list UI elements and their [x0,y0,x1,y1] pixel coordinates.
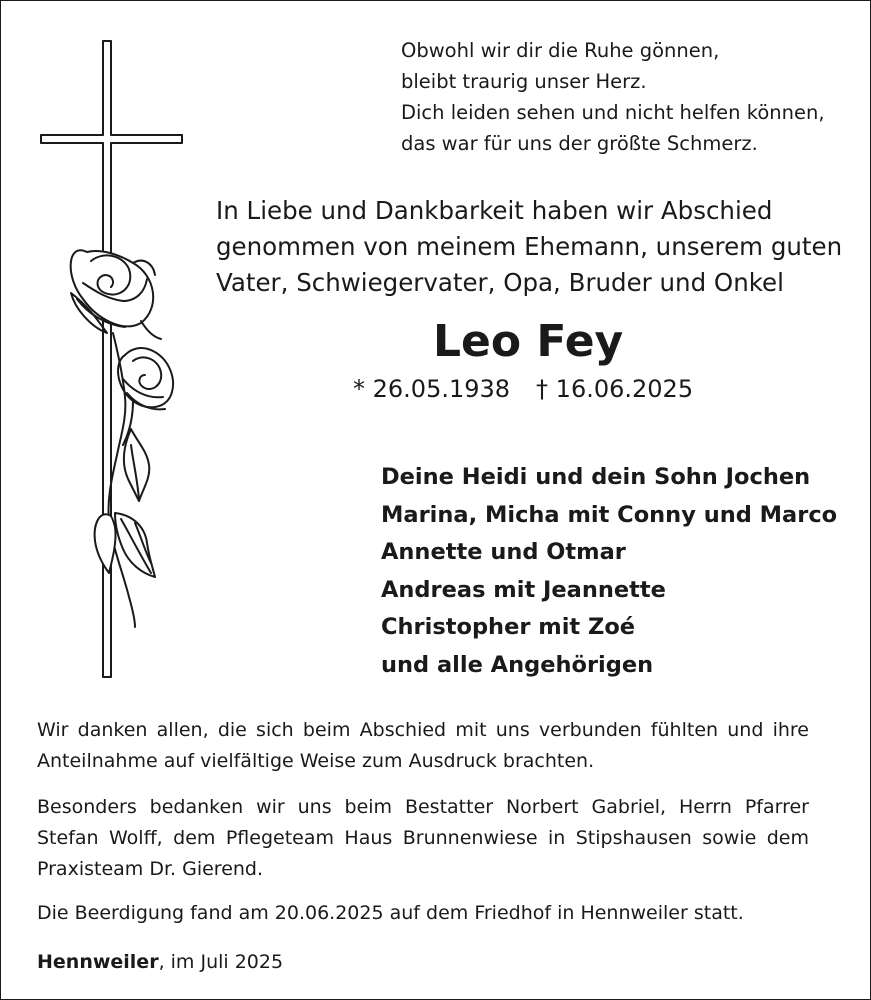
intro-text [216,193,842,301]
mourner-line: Deine Heidi und dein Sohn Jochen [381,464,811,490]
thanks-special: Besonders bedanken wir uns beim Bestatter Norbert Gabriel, Herrn Pfarrer Stefan Wolff, dem Pflegeteam Haus Brunnenwiese in Stipshausen sowie dem Praxisteam Dr. Gierend. [37,796,809,880]
signoff-place: Hennweiler [37,951,159,973]
cross-with-roses-icon [37,37,197,687]
poem-line: das war für uns der größte Schmerz. [401,132,758,155]
poem-line: Obwohl wir dir die Ruhe gönnen, [401,39,720,62]
mourner-line: Christopher mit Zoé [381,614,636,640]
poem-line: bleibt traurig unser Herz. [401,70,647,93]
thanks-general: Wir danken allen, die sich beim Abschied mit uns verbunden fühlten und ihre Anteilnahme auf vielfältige Weise zum Ausdruck brachten. [37,719,809,772]
mourners-list [381,459,837,684]
intro-line: Vater, Schwiegervater, Opa, Bruder und Onkel [216,268,784,297]
intro-line: genommen von meinem Ehemann, unserem guten [216,232,843,261]
deceased-name: Leo Fey [433,316,624,367]
mourner-line: und alle Angehörigen [381,651,654,678]
birth-date: * 26.05.1938 [353,375,511,403]
intro-line: In Liebe und Dankbarkeit haben wir Abschied [216,196,773,225]
mourner-line: Marina, Micha mit Conny und Marco [381,501,838,528]
life-dates [353,371,693,407]
memorial-poem [401,35,825,159]
mourner-line: Annette und Otmar [381,539,626,565]
death-date: † 16.06.2025 [536,375,694,403]
signoff [37,947,809,978]
funeral-note: Die Beerdigung fand am 20.06.2025 auf dem Friedhof in Hennweiler statt. [37,902,744,924]
signoff-date: , im Juli 2025 [158,951,284,973]
poem-line: Dich leiden sehen und nicht helfen können, [401,101,825,124]
mourner-line: Andreas mit Jeannette [381,576,666,603]
